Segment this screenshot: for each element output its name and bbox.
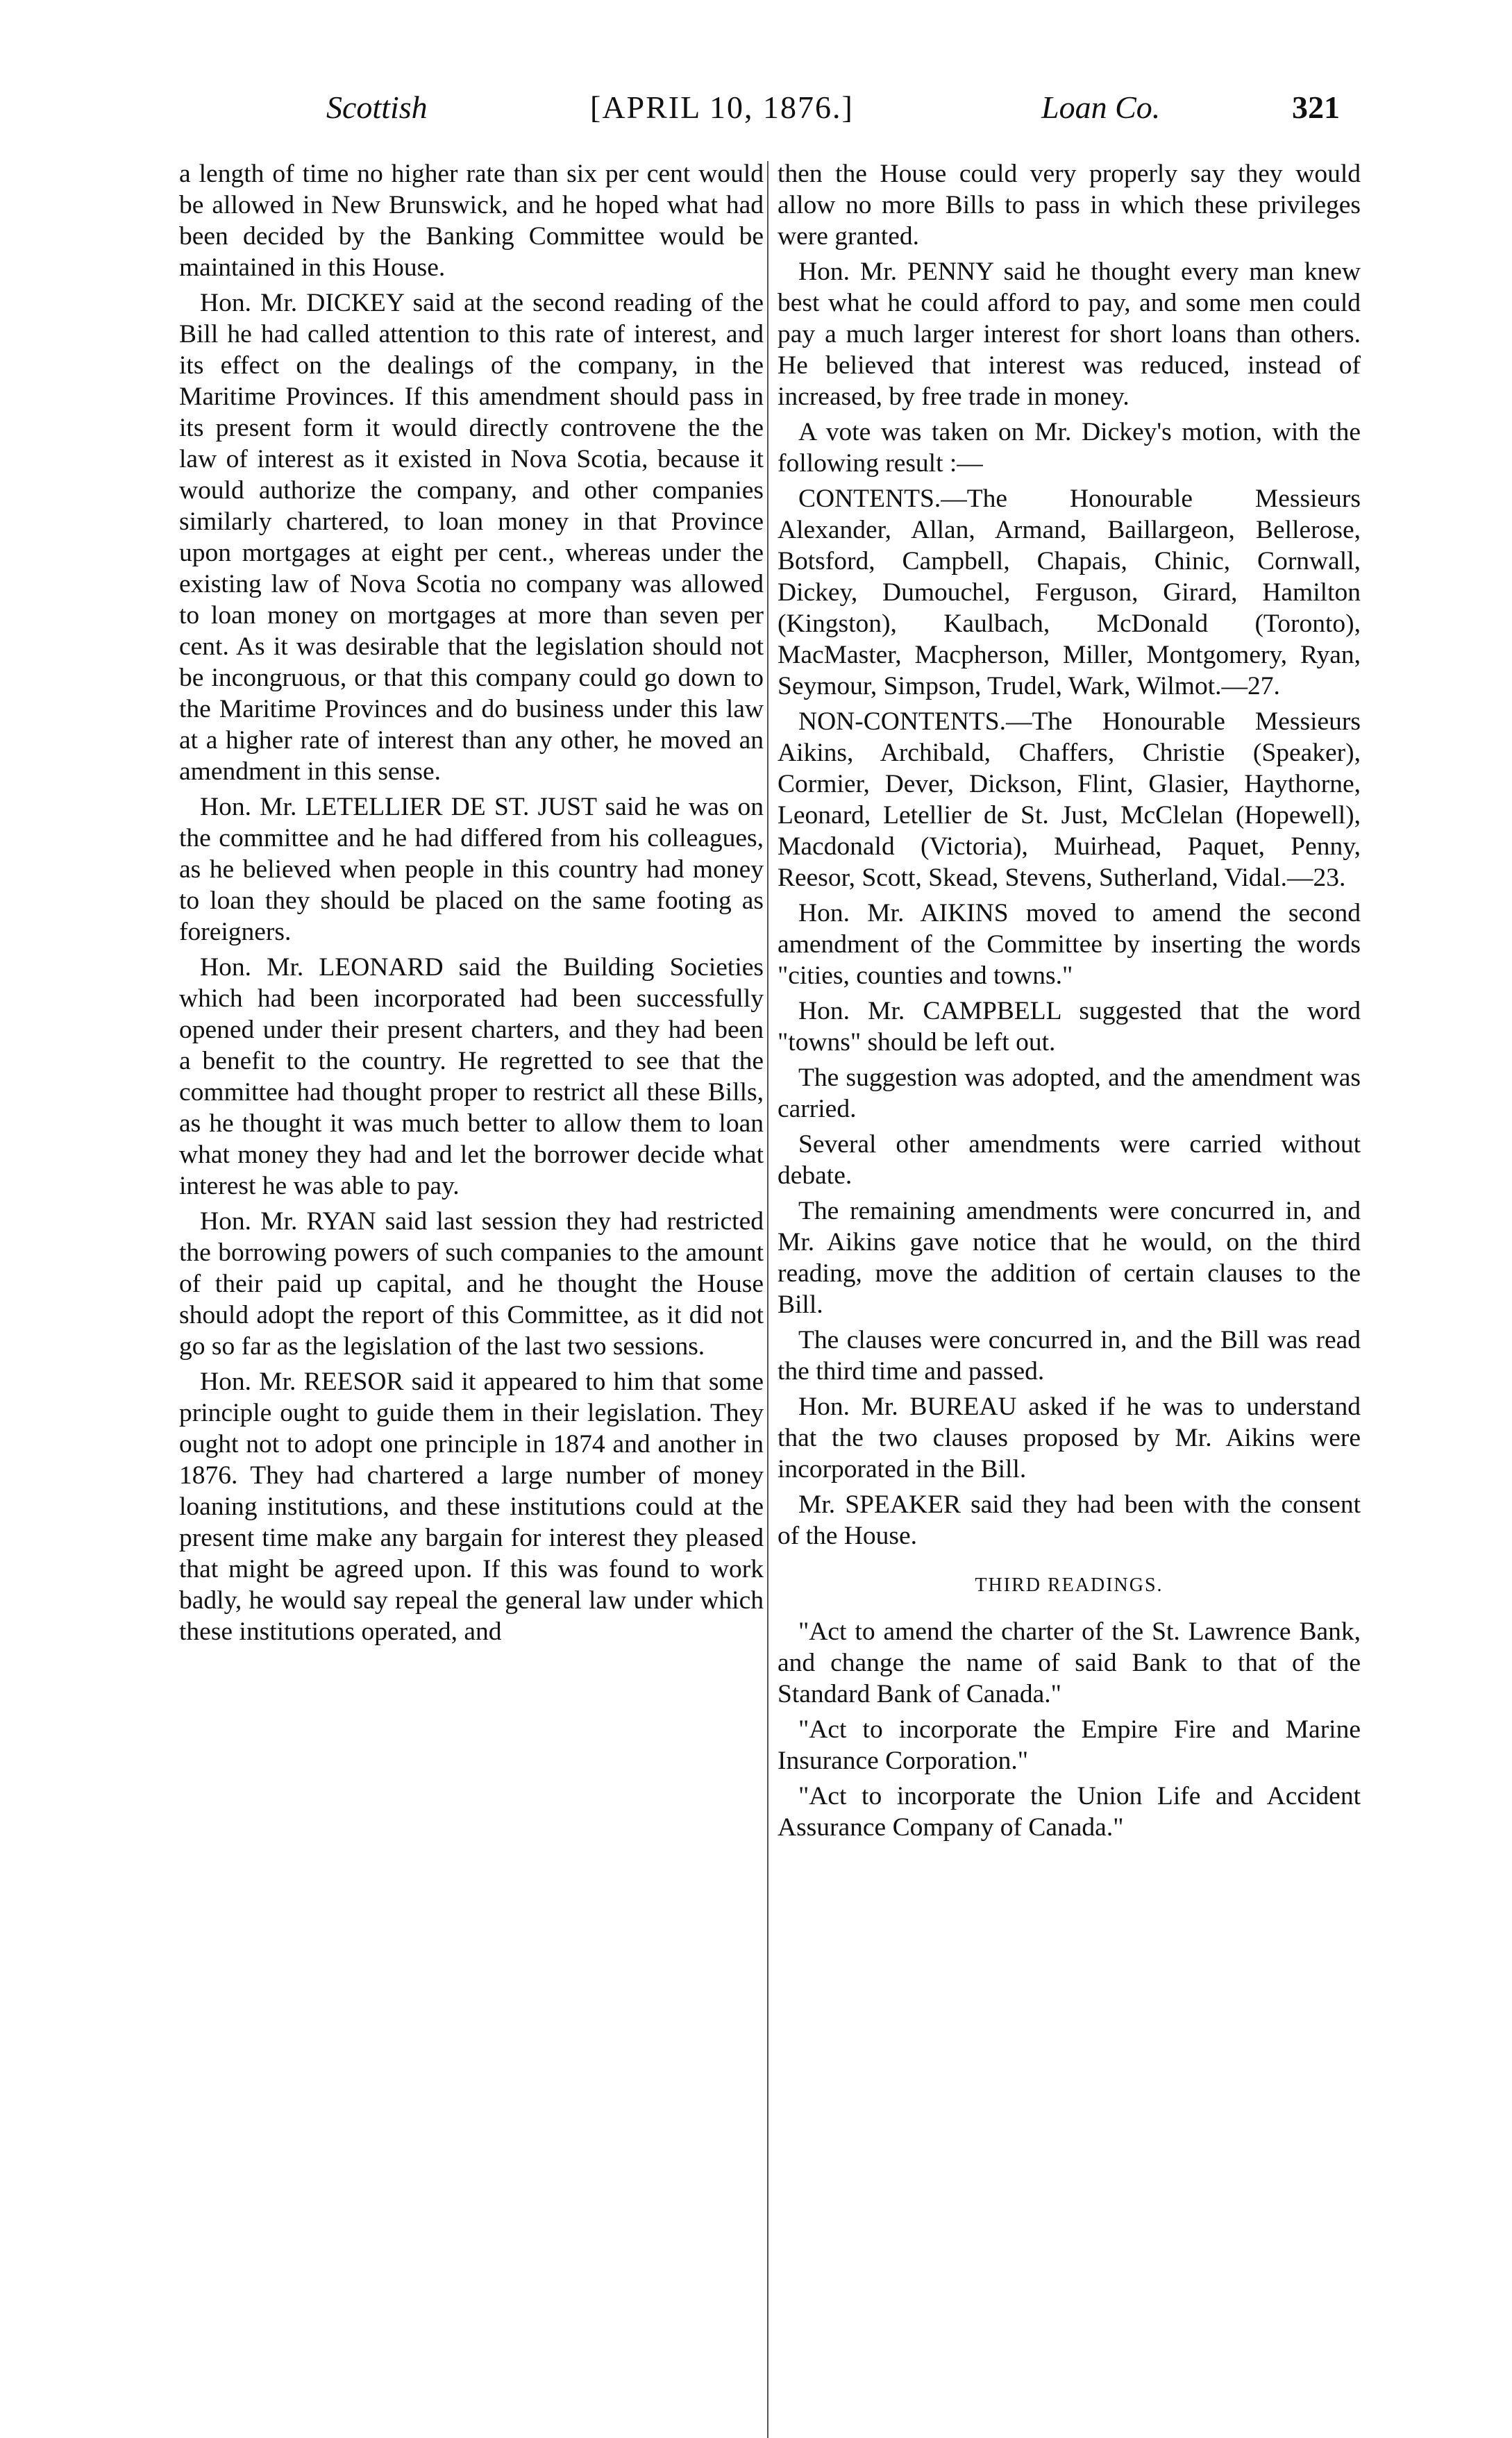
column-divider [767,161,768,2438]
vote-contents: CONTENTS.—The Honourable Messieurs Alexander, Allan, Armand, Baillargeon, Bellerose, Botsford, Campbell, Chapais, Chinic, Cornwall, Dickey, Dumouchel, Ferguson, Girard, Hamilton (Kingston), Kaulbach, McDonald (Toronto), MacMaster, Macpherson, Miller, Montgomery, Ryan, Seymour, Simpson, Trudel, Wark, Wilmot.—27. [778,485,1361,700]
right-column [778,158,1361,1847]
left-column [179,158,764,1651]
paragraph: Several other amendments were carried without debate. [778,1130,1361,1190]
page-number: 321 [1292,90,1340,125]
paragraph: Hon. Mr. CAMPBELL suggested that the word "towns" should be left out. [778,997,1361,1057]
paragraph: then the House could very properly say they would allow no more Bills to pass in which these privileges were granted. [778,160,1361,251]
paragraph: Hon. Mr. REESOR said it appeared to him that some principle ought to guide them in their legislation. They ought not to adopt one principle in 1874 and another in 1876. They had chartered a large number of money loaning institutions, and these institutions could at the present time make any bargain for interest they pleased that might be agreed upon. If this was found to work badly, he would say repeal the general law under which these institutions operated, and [179,1368,764,1646]
paragraph: Hon. Mr. AIKINS moved to amend the second amendment of the Committee by inserting the words "cities, counties and towns." [778,899,1361,990]
vote-non-contents: NON-CONTENTS.—The Honourable Messieurs Aikins, Archibald, Chaffers, Christie (Speaker), Cormier, Dever, Dickson, Flint, Glasier, Haythorne, Leonard, Letellier de St. Just, McClelan (Hopewell), Macdonald (Victoria), Muirhead, Paquet, Penny, Reesor, Scott, Skead, Stevens, Sutherland, Vidal.—23. [778,707,1361,892]
section-heading: THIRD READINGS. [975,1574,1164,1596]
bill-title: "Act to amend the charter of the St. Lawrence Bank, and change the name of said Bank to that of the Standard Bank of Canada." [778,1617,1361,1708]
paragraph: Mr. SPEAKER said they had been with the consent of the House. [778,1490,1361,1550]
paragraph: Hon. Mr. BUREAU asked if he was to understand that the two clauses proposed by Mr. Aikins were incorporated in the Bill. [778,1393,1361,1483]
paragraph: The suggestion was adopted, and the amendment was carried. [778,1064,1361,1123]
bill-title: "Act to incorporate the Union Life and Accident Assurance Company of Canada." [778,1782,1361,1842]
header-running-title: Scottish [326,90,428,125]
paragraph: Hon. Mr. LETELLIER DE ST. JUST said he was on the committee and he had differed from his colleagues, as he believed when people in this country had money to loan they should be placed on the same footing as foreigners. [179,793,764,946]
paragraph: A vote was taken on Mr. Dickey's motion, with the following result :— [778,418,1361,478]
header-running-subtitle: Loan Co. [1041,90,1161,125]
header-date: [APRIL 10, 1876.] [590,90,854,125]
paragraph: The clauses were concurred in, and the Bill was read the third time and passed. [778,1326,1361,1386]
bill-title: "Act to incorporate the Empire Fire and Marine Insurance Corporation." [778,1715,1361,1775]
paragraph: The remaining amendments were concurred in, and Mr. Aikins gave notice that he would, on the third reading, move the addition of certain clauses to the Bill. [778,1197,1361,1319]
paragraph: Hon. Mr. PENNY said he thought every man knew best what he could afford to pay, and some men could pay a much larger interest for short loans than others. He believed that interest was reduced, instead of increased, by free trade in money. [778,258,1361,411]
paragraph: Hon. Mr. DICKEY said at the second reading of the Bill he had called attention to this rate of interest, and its effect on the dealings of the company, in the Maritime Provinces. If this amendment should pass in its present form it would directly controvene the the law of interest as it existed in Nova Scotia, because it would authorize the company, and other companies similarly chartered, to loan money in that Province upon mortgages at eight per cent., whereas under the existing law of Nova Scotia no company was allowed to loan money on mortgages at more than seven per cent. As it was desirable that the legislation should not be incongruous, or that this company could go down to the Maritime Provinces and do business under this law at a higher rate of interest than any other, he moved an amendment in this sense. [179,289,764,786]
paragraph: a length of time no higher rate than six per cent would be allowed in New Brunswick, and he hoped what had been decided by the Banking Committee would be maintained in this House. [179,160,764,282]
paragraph: Hon. Mr. LEONARD said the Building Societies which had been incorporated had been successfully opened under their present charters, and they had been a benefit to the country. He regretted to see that the committee had thought proper to restrict all these Bills, as he thought it was much better to allow them to loan what money they had and let the borrower decide what interest he was able to pay. [179,953,764,1200]
paragraph: Hon. Mr. RYAN said last session they had restricted the borrowing powers of such companies to the amount of their paid up capital, and he thought the House should adopt the report of this Committee, as it did not go so far as the legislation of the last two sessions. [179,1207,764,1361]
page-header [326,89,1340,144]
